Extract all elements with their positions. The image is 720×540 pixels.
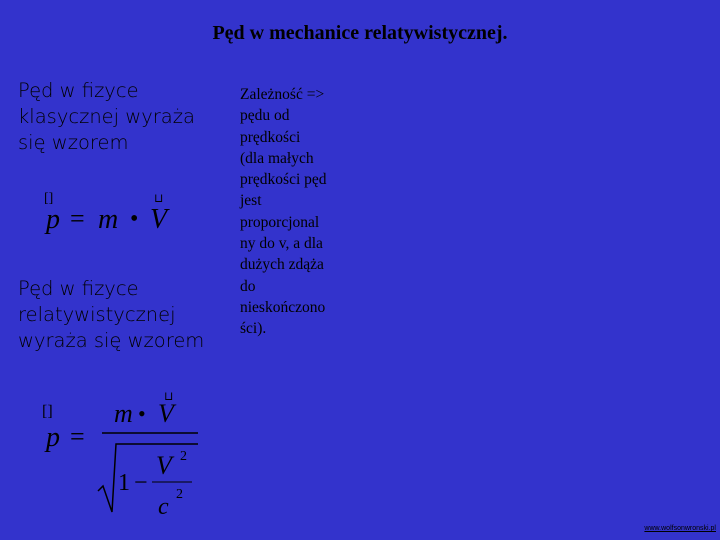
note-line: do	[240, 277, 256, 295]
formula-v: V	[150, 204, 168, 235]
formula-dot: •	[130, 206, 139, 232]
classical-momentum-formula	[40, 186, 180, 236]
formula-m: m	[114, 399, 133, 428]
note-line: prędkości pęd	[240, 171, 327, 189]
exponent-2: 2	[176, 487, 183, 502]
footer-link[interactable]: www.wolfsonwronski.pl	[644, 525, 716, 532]
momentum-relation-note	[240, 84, 352, 340]
exponent-1: 2	[180, 449, 187, 464]
formula-c: c	[158, 494, 169, 520]
formula-dot: •	[138, 401, 146, 426]
box-mark: []	[42, 403, 53, 420]
vector-mark: ⊔	[164, 389, 174, 403]
note-line: dużych zdąża	[240, 256, 324, 274]
classical-momentum-text: Pęd w fizyce klasycznej wyraża się wzorem	[18, 79, 195, 154]
formula-m: m	[98, 204, 119, 235]
relativistic-momentum-text: Pęd w fizyce relatywistycznej wyraża się wzorem	[18, 277, 205, 352]
slide-title: Pęd w mechanice relatywistycznej.	[212, 22, 508, 44]
formula-v: V	[158, 399, 174, 428]
note-line: jest	[240, 192, 262, 210]
note-line: ści).	[240, 320, 267, 338]
note-line: Zależność =>	[240, 86, 325, 103]
formula-minus: −	[134, 470, 148, 496]
relativistic-momentum-formula	[40, 386, 210, 521]
note-line: pędu od	[240, 107, 290, 125]
formula-p: p	[46, 422, 60, 453]
note-line: proporcjonal	[240, 213, 320, 231]
note-line: prędkości	[240, 128, 301, 146]
formula-equals: =	[70, 422, 85, 451]
formula-p: p	[46, 204, 60, 235]
vector-mark: ⊔	[154, 191, 164, 205]
note-line: nieskończono	[240, 298, 326, 316]
formula-v-sq: V	[156, 451, 172, 480]
formula-one: 1	[118, 470, 130, 496]
note-line: ny do v, a dla	[240, 235, 323, 253]
box-mark: []	[44, 191, 54, 206]
note-line: (dla małych	[240, 149, 314, 167]
formula-equals: =	[70, 204, 85, 233]
